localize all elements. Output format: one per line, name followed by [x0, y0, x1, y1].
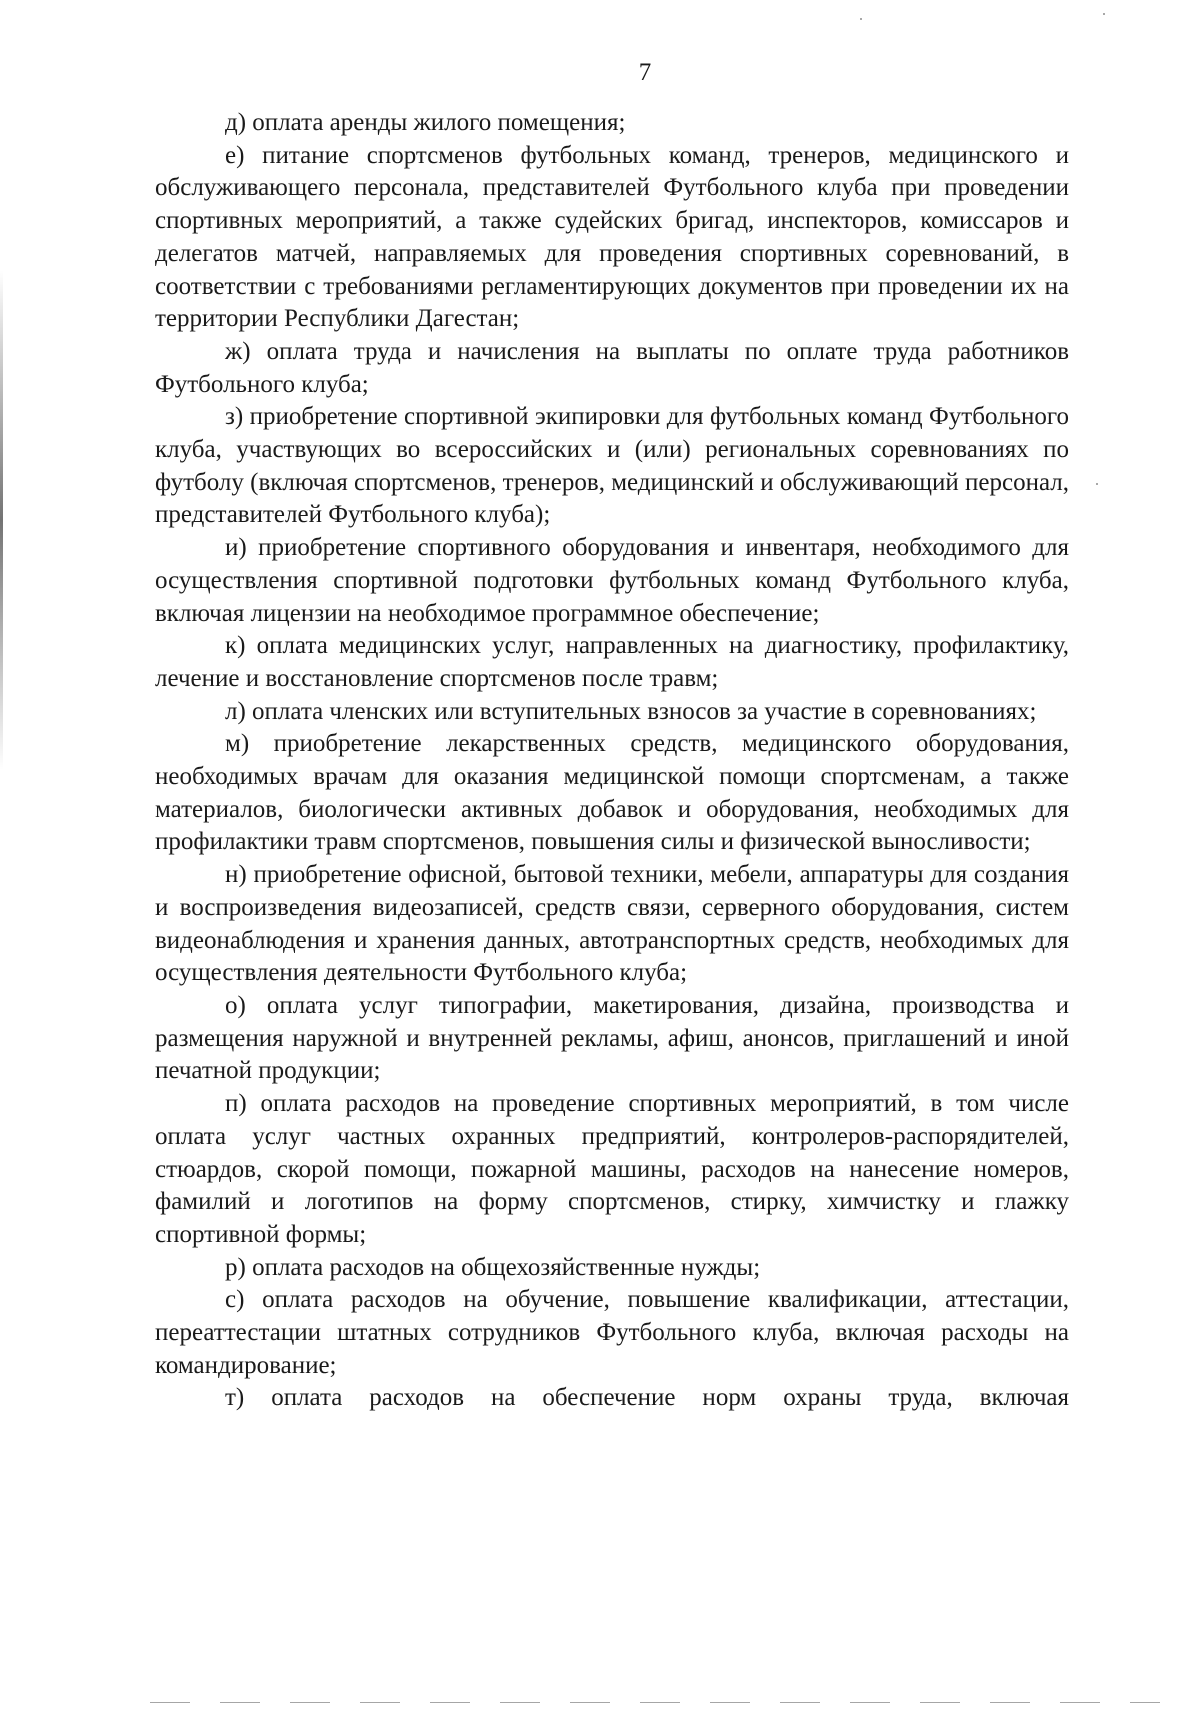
list-item-i: и) приобретение спортивного оборудования и инвентаря, необходимого для осуществления спортивной подготовки футбольных команд Футбольного клуба, включая лицензии на необходимое программное обеспечение; — [155, 534, 1069, 627]
scan-speck — [860, 18, 862, 20]
list-item-n: н) приобретение офисной, бытовой техники, мебели, аппаратуры для создания и воспроизведения видеозаписей, средств связи, серверного оборудования, систем видеонаблюдения и хранения данных, автотранспортных средств, необходимых для осуществления деятельности Футбольного клуба; — [155, 861, 1069, 987]
scan-edge-shadow — [0, 270, 3, 770]
list-item-r: р) оплата расходов на общехозяйственные нужды; — [225, 1253, 761, 1281]
list-item-d: д) оплата аренды жилого помещения; — [225, 109, 626, 136]
scan-speck — [1096, 483, 1098, 485]
list-item-s: с) оплата расходов на обучение, повышение квалификации, аттестации, переаттестации штатных сотрудников Футбольного клуба, включая расходы на командирование; — [155, 1286, 1069, 1379]
list-item-l: л) оплата членских или вступительных взносов за участие в соревнованиях; — [225, 697, 1037, 725]
list-item-zh: ж) оплата труда и начисления на выплаты по оплате труда работников Футбольного клуба; — [155, 337, 1069, 398]
list-item-k: к) оплата медицинских услуг, направленных на диагностику, профилактику, лечение и восстановление спортсменов после травм; — [155, 632, 1069, 692]
list-item-z: з) приобретение спортивной экипировки для футбольных команд Футбольного клуба, участвующих во всероссийских и (или) региональных соревнованиях по футболу (включая спортсменов, тренеров, медицинский и обслуживающий персонал, представителей Футбольного клуба); — [155, 403, 1070, 529]
list-item-p: п) оплата расходов на проведение спортивных мероприятий, в том числе оплата услуг частных охранных предприятий, контролеров-распорядителей, стюардов, скорой помощи, пожарной машины, расходов на нанесение номеров, фамилий и логотипов на форму спортсменов, стирку, химчистку и глажку спортивной формы; — [155, 1090, 1069, 1248]
scan-speck — [1103, 13, 1105, 15]
document-body — [155, 107, 1069, 1415]
list-item-e: е) питание спортсменов футбольных команд, тренеров, медицинского и обслуживающего персонала, представителей Футбольного клуба при проведении спортивных мероприятий, а также судейских бригад, инспекторов, комиссаров и делегатов матчей, направляемых для проведения спортивных соревнований, в соответствии с требованиями регламентирующих документов при проведении их на территории Республики Дагестан; — [155, 141, 1069, 333]
list-item-t: т) оплата расходов на обеспечение норм охраны труда, включая — [225, 1384, 1069, 1412]
scan-bottom-edge — [150, 1702, 1160, 1703]
list-item-m: м) приобретение лекарственных средств, медицинского оборудования, необходимых врачам для оказания медицинской помощи спортсменам, а также материалов, биологически активных добавок и оборудования, необходимых для профилактики травм спортсменов, повышения силы и физической выносливости; — [155, 730, 1069, 856]
page-number: 7 — [638, 59, 652, 86]
list-item-o: о) оплата услуг типографии, макетирования, дизайна, производства и размещения наружной и внутренней рекламы, афиш, анонсов, приглашений и иной печатной продукции; — [155, 991, 1069, 1085]
